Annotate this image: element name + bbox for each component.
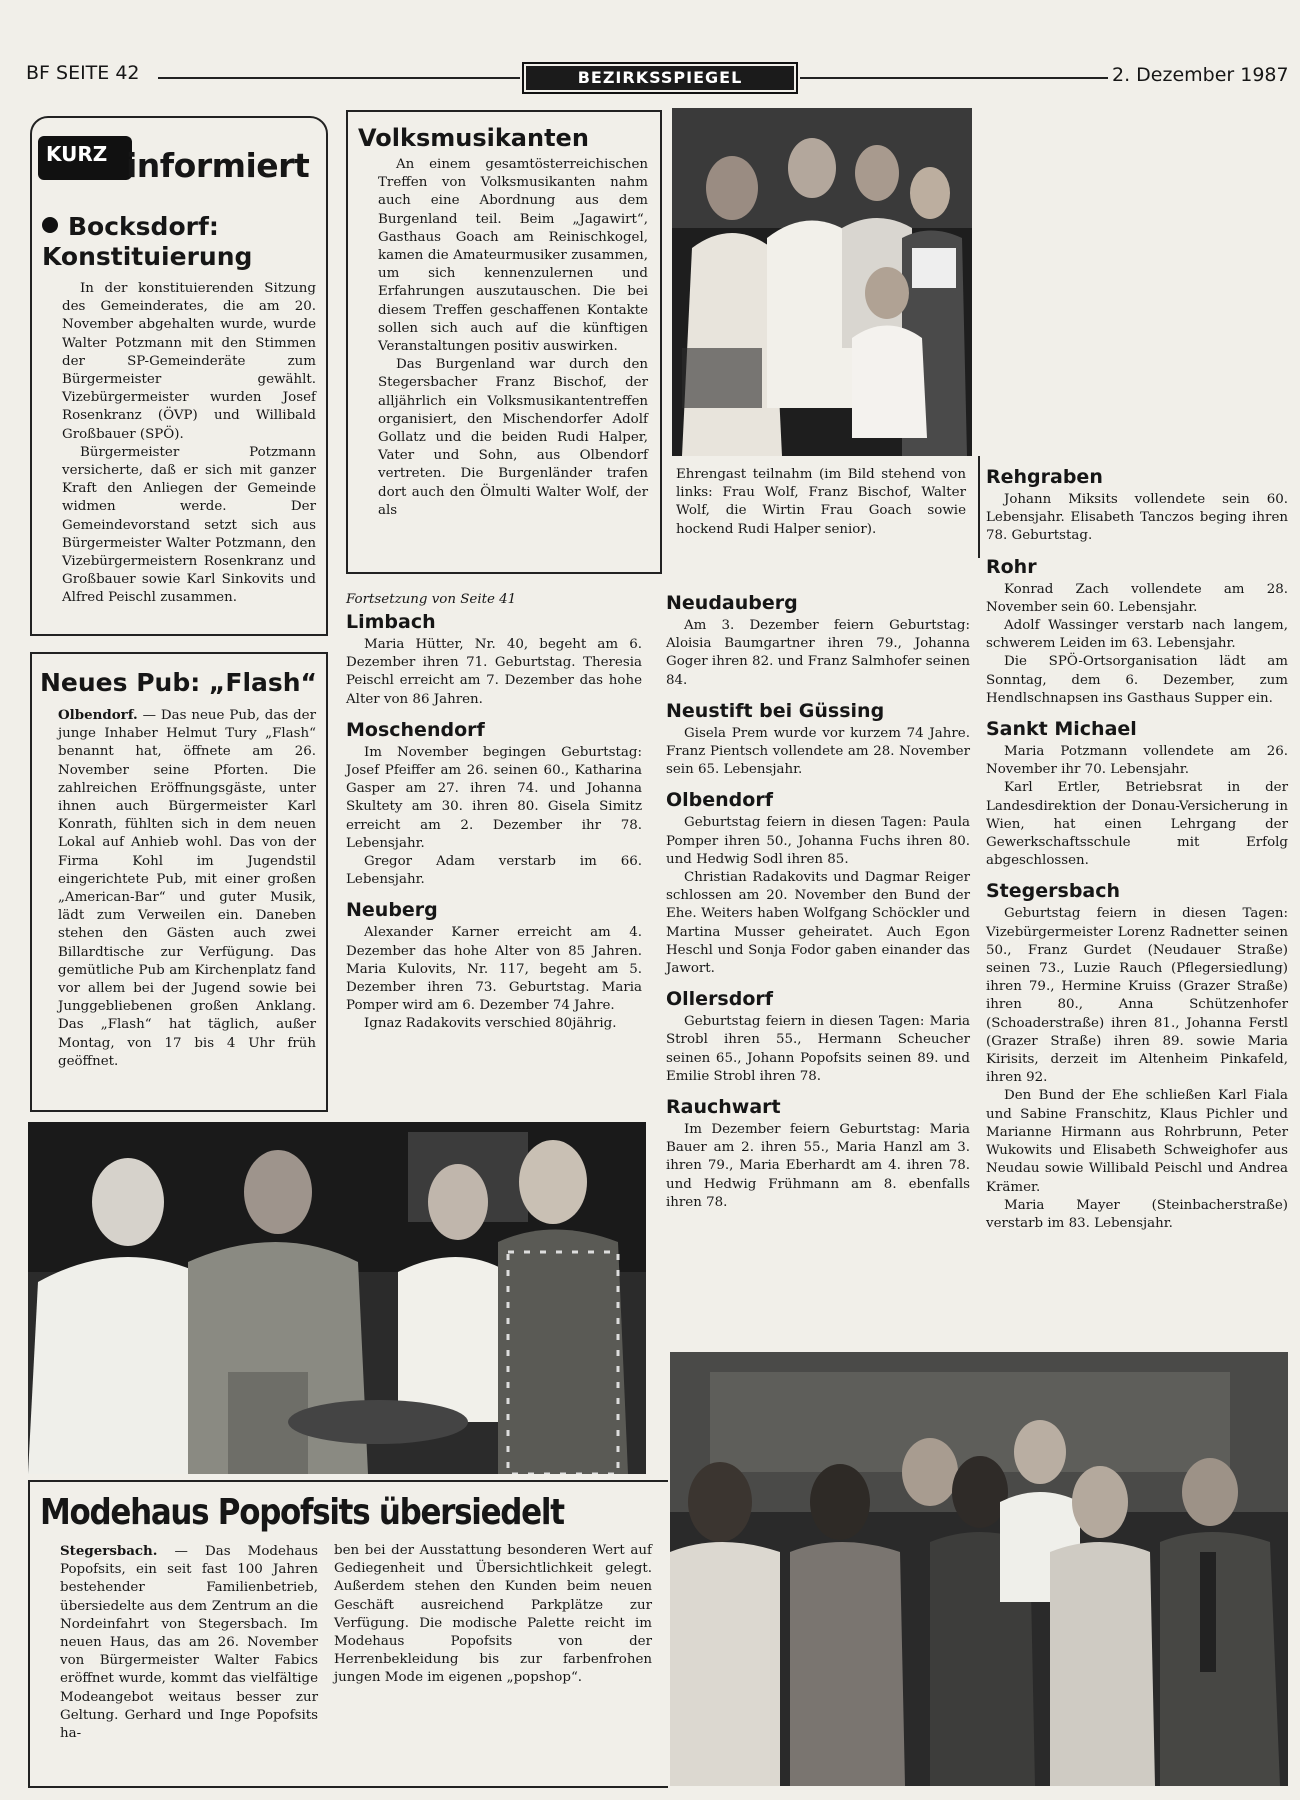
- paragraph: Geburtstag feiern in diesen Tagen: Vizebürgermeister Lorenz Radnetter seinen 50., Franz Gurdet (Neudauer Straße) seinen 73., Luzie Rauch (Pflegersiedlung) ihren 79., Hermine Kruiss (Grazer Straße) ihren 80., Anna Schützenhofer (Schoaderstraße) ihren 81., Johanna Ferstl (Grazer Straße) ihren 89. sowie Maria Kirisits, derzeit im Altenheim Pinkafeld, ihren 92.: [986, 906, 1288, 1086]
- pub-text: — Das neue Pub, das der junge Inhaber Helmut Tury „Flash“ benannt hat, öffnete am 26. November seine Pforten. Die zahlreichen Eröffnungsgäste, unter ihnen auch Bürgermeister Karl Konrath, fühlten sich in dem neuen Lokal auf Anhieb wohl. Das von der Firma Kohl im Jugendstil eingerichtete Pub, mit einer großen „American-Bar“ und guter Musik, lädt zum Verweilen ein. Daneben stehen den Gästen auch zwei Billardtische zur Verfügung. Das gemütliche Pub am Kirchenplatz fand vor allem bei der Jugend sowie bei Junggebliebenen großen Anklang. Das „Flash“ hat täglich, außer Montag, von 17 bis 4 Uhr früh geöffnet.: [58, 708, 316, 1069]
- pub-body: [58, 706, 316, 1071]
- section-title: Moschendorf: [346, 718, 485, 741]
- pub-photo: [28, 1122, 646, 1474]
- paragraph: An einem gesamtösterreichischen Treffen von Volksmusikanten nahm auch eine Abordnung aus dem Burgenland teil. Beim „Jagawirt“, Gasthaus Goach am Reinischkogel, kamen die Amateurmusiker zusammen, um sich kennenzulernen und Erfahrungen auszutauschen. Die bei diesem Treffen geschaffenen Kontakte sollen sich auch auf die künftigen Veranstaltungen positiv auswirken.: [378, 157, 648, 355]
- far-column: [986, 466, 1288, 1233]
- section-title: Sankt Michael: [986, 718, 1137, 741]
- paragraph: Alexander Karner erreicht am 4. Dezember das hohe Alter von 85 Jahren. Maria Kulovits, Nr. 117, begeht am 5. Dezember ihren 73. Geburtstag. Maria Pomper wird am 6. Dezember 74 Jahre.: [346, 925, 642, 1014]
- section-title: Neudauberg: [666, 592, 798, 614]
- local-section: [986, 466, 1288, 546]
- local-section: [986, 556, 1288, 708]
- paragraph: Christian Radakovits und Dagmar Reiger schlossen am 20. November den Bund der Ehe. Weiters haben Wolfgang Schöckler und Martina Musser geheiratet. Auch Egon Heschl und Sonja Fodor gaben einander das Jawort.: [666, 870, 970, 977]
- paragraph: Das Burgenland war durch den Stegersbacher Franz Bischof, der alljährlich ein Volksmusikantentreffen organisiert, den Mischendorfer Adolf Gollatz und die beiden Rudi Halper, Vater und Sohn, aus Olbendorf vertreten. Die Burgenländer trafen dort auch den Ölmulti Walter Wolf, der als: [378, 357, 648, 518]
- header-rule-left: [158, 77, 520, 79]
- paragraph: In der konstituierenden Sitzung des Gemeinderates, die am 20. November abgehalten wurde, wurde Walter Potzmann mit den Stimmen der SP-Gemeinderäte zum Bürgermeister gewählt. Vizebürgermeister wurden Josef Rosenkranz (ÖVP) und Willibald Großbauer (SPÖ).: [62, 281, 316, 442]
- modehaus-text-1: — Das Modehaus Popofsits, ein seit fast 100 Jahren bestehender Familienbetrieb, übersiedelte aus dem Zentrum an die Nordeinfahrt von Stegersbach. Im neuen Haus, das am 26. November von Bürgermeister Walter Fabics eröffnet wurde, kommt das vielfältige Modeangebot weitaus besser zur Geltung. Gerhard und Inge Popofsits ha-: [60, 1544, 318, 1742]
- paragraph: Den Bund der Ehe schließen Karl Fiala und Sabine Franschitz, Klaus Pichler und Marianne Hirmann aus Rohrbrunn, Peter Wukowits und Elisabeth Schweighofer aus Neudau sowie Willibald Peischl und Andrea Krämer.: [986, 1088, 1288, 1195]
- volks-body: [378, 156, 648, 520]
- section-title: Ollersdorf: [666, 988, 774, 1011]
- right-column: [666, 592, 970, 1212]
- modehaus-article-box: [28, 1480, 668, 1788]
- volks-headline: Volksmusikanten: [358, 124, 589, 152]
- paragraph: Am 3. Dezember feiern Geburtstag: Aloisia Baumgartner ihren 79., Johanna Goger ihren 82. und Franz Salmhofer seinen 84.: [666, 618, 970, 688]
- section-title: Limbach: [346, 611, 436, 633]
- paragraph: Geburtstag feiern in diesen Tagen: Maria Strobl ihren 55., Hermann Scheucher seinen 65., Johann Popofsits seinen 89. und Emilie Strobl ihren 78.: [666, 1014, 970, 1084]
- paragraph: Ignaz Radakovits verschied 80jährig.: [364, 1016, 617, 1032]
- section-title: Neuberg: [346, 899, 438, 922]
- local-section: [666, 1096, 970, 1212]
- page-label: BF SEITE 42: [26, 62, 140, 84]
- bocksdorf-headline-2: Konstituierung: [42, 242, 253, 271]
- kurz-logo-badge: [38, 136, 132, 180]
- bullet-icon: [42, 217, 58, 233]
- paragraph: Johann Miksits vollendete sein 60. Lebensjahr. Elisabeth Tanczos beging ihren 78. Geburtstag.: [986, 492, 1288, 544]
- local-section: [346, 719, 642, 890]
- paragraph: Konrad Zach vollendete am 28. November sein 60. Lebensjahr.: [986, 581, 1288, 615]
- informiert-logo-text: informiert: [126, 146, 310, 185]
- local-section: [986, 880, 1288, 1233]
- local-section: [666, 988, 970, 1086]
- paragraph: Bürgermeister Potzmann versicherte, daß er sich mit ganzer Kraft den Anliegen der Gemeinde widmen werde. Der Gemeindevorstand setzt sich aus Bürgermeister Walter Potzmann, den Vizebürgermeistern Rosenkranz und Großbauer sowie Karl Sinkovits und Alfred Peischl zusammen.: [62, 444, 316, 606]
- pub-dateline: Olbendorf.: [58, 707, 138, 723]
- paragraph: Geburtstag feiern in diesen Tagen: Paula Pomper ihren 50., Johanna Fuchs ihren 80. und Hedwig Sodl ihren 85.: [666, 815, 970, 867]
- volks-article-box: [346, 110, 662, 574]
- column-divider: [978, 456, 980, 558]
- pub-headline: Neues Pub: „Flash“: [40, 668, 317, 697]
- section-title: Rauchwart: [666, 1096, 781, 1119]
- modehaus-headline: Modehaus Popofsits übersiedelt: [40, 1492, 564, 1533]
- paragraph: Maria Mayer (Steinbacherstraße) verstarb im 83. Lebensjahr.: [986, 1197, 1288, 1231]
- modehaus-photo: [670, 1352, 1288, 1786]
- page-date: 2. Dezember 1987: [1112, 64, 1289, 86]
- paragraph: Gisela Prem wurde vor kurzem 74 Jahre. Franz Pientsch vollendete am 28. November sein 65. Lebensjahr.: [666, 725, 970, 778]
- section-title: Rohr: [986, 555, 1037, 578]
- paragraph: Im November begingen Geburtstag: Josef Pfeiffer am 26. seinen 60., Katharina Gasper am 27. ihren 74. und Johanna Skultety am 30. ihren 80. Gisela Simitz erreicht am 2. Dezember ihr 78. Lebensjahr.: [346, 744, 642, 851]
- modehaus-text-2: ben bei der Ausstattung besonderen Wert auf Gediegenheit und Übersichtlichkeit gelegt. Außerdem stehen den Kunden beim neuen Geschäft ausreichend Parkplätze zur Verfügung. Die modische Palette reicht im Modehaus Popofsits von der Herrenbekleidung bis zur farbenfrohen jungen Mode im eigenen „popshop“.: [334, 1543, 652, 1686]
- paragraph: Im Dezember feiern Geburtstag: Maria Bauer am 2. ihren 55., Maria Hanzl am 3. ihren 79., Maria Eberhardt am 4. ihren 78. und Hedwig Frühmann am 8. ebenfalls ihren 78.: [666, 1122, 970, 1210]
- volks-photo: [672, 108, 972, 456]
- kurz-logo-text: KURZ: [46, 142, 108, 166]
- modehaus-col-2: [334, 1542, 652, 1688]
- header-rule-right: [800, 77, 1108, 79]
- caption-text: Ehrengast teilnahm (im Bild stehend von links: Frau Wolf, Franz Bischof, Walter Wolf, die Wirtin Frau Goach sowie hockend Rudi Halper senior).: [676, 467, 966, 537]
- modehaus-dateline: Stegersbach.: [60, 1543, 158, 1559]
- section-title: Neustift bei Güssing: [666, 699, 885, 722]
- bocksdorf-headline: [42, 212, 252, 272]
- paragraph: Maria Potzmann vollendete am 26. November ihr 70. Lebensjahr.: [986, 744, 1288, 778]
- local-section: [346, 899, 642, 1033]
- bocksdorf-headline-1: Bocksdorf:: [68, 212, 219, 241]
- local-section: [666, 700, 970, 780]
- bocksdorf-body: [62, 280, 316, 608]
- section-banner: [522, 62, 798, 94]
- paragraph: Karl Ertler, Betriebsrat in der Landesdirektion der Donau-Versicherung in Wien, hat einen Lehrgang der Gewerkschaftsschule mit Erfolg abgeschlossen.: [986, 780, 1288, 869]
- paragraph: Gregor Adam verstarb im 66. Lebensjahr.: [346, 854, 642, 888]
- section-title: Olbendorf: [666, 789, 773, 812]
- section-title: Stegersbach: [986, 880, 1121, 903]
- paragraph: Adolf Wassinger verstarb nach langem, schwerem Leiden im 63. Lebensjahr.: [986, 618, 1288, 652]
- paragraph: Die SPÖ-Ortsorganisation lädt am Sonntag, dem 6. Dezember, zum Hendlschnapsen ins Gasthaus Supper ein.: [986, 654, 1288, 706]
- local-section: [666, 592, 970, 690]
- kurz-logo: [30, 124, 320, 194]
- fortsetzung-note: Fortsetzung von Seite 41: [346, 592, 517, 607]
- section-title: Rehgraben: [986, 466, 1103, 488]
- volks-caption: [676, 466, 966, 539]
- local-section: [986, 718, 1288, 870]
- section-title: BEZIRKSSPIEGEL: [526, 66, 794, 90]
- local-section: [346, 611, 642, 709]
- kurz-informiert-box: [30, 116, 328, 636]
- middle-column: [346, 592, 642, 1034]
- modehaus-col-1: [60, 1542, 318, 1743]
- pub-article-box: [30, 652, 328, 1112]
- paragraph: Maria Hütter, Nr. 40, begeht am 6. Dezember ihren 71. Geburtstag. Theresia Peischl erreicht am 7. Dezember das hohe Alter von 86 Jahren.: [346, 637, 642, 707]
- local-section: [666, 789, 970, 978]
